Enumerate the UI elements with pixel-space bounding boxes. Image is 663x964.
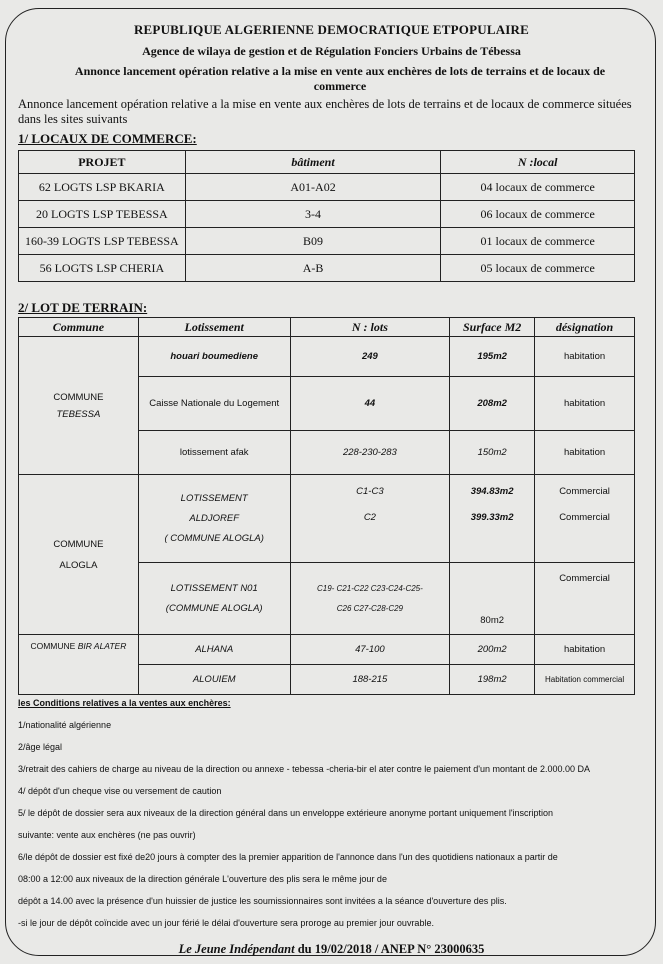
designation-cell: Habitation commercial: [535, 665, 635, 695]
commune-cell: [19, 475, 139, 635]
condition-item: -si le jour de dépôt coïncide avec un jour férié le délai d'ouverture sera proroge au premier jour ouvrable.: [18, 918, 434, 928]
column-header: désignation: [535, 318, 635, 337]
locaux-table: [18, 150, 635, 282]
projet-cell: 62 LOGTS LSP BKARIA: [19, 174, 186, 201]
conditions-title: les Conditions relatives a la ventes aux enchères:: [18, 698, 231, 708]
commune-name: TEBESSA: [56, 408, 101, 420]
batiment-cell: B09: [185, 228, 441, 255]
designation-cell: Commercial: [535, 563, 635, 635]
surface-cell: 150m2: [450, 431, 535, 475]
local-cell: 01 locaux de commerce: [441, 228, 635, 255]
local-cell: 04 locaux de commerce: [441, 174, 635, 201]
condition-item: suivante: vente aux enchères (ne pas ouvrir): [18, 830, 196, 840]
column-header: PROJET: [19, 151, 186, 174]
lotissement-line: (COMMUNE ALOGLA): [165, 602, 263, 614]
lots-cell: 228-230-283: [290, 431, 450, 475]
lots-line: C26 C27-C28-C29: [336, 603, 404, 613]
table-row: [19, 337, 635, 377]
agency-heading: Agence de wilaya de gestion et de Régulation Fonciers Urbains de Tébessa: [142, 44, 521, 58]
lotissement-line: LOTISSEMENT N01: [170, 582, 258, 594]
lots-cell: [290, 475, 450, 563]
lotissement-cell: [138, 563, 290, 635]
commune-cell: [19, 337, 139, 475]
column-header: N :local: [441, 151, 635, 174]
lotissement-cell: lotissement afak: [138, 431, 290, 475]
table-row: [19, 174, 635, 201]
intro-text: Annonce lancement opération relative a la mise en vente aux enchères de lots de terrains et de locaux de commerce situées dans les sites suivants: [18, 97, 632, 126]
conditions-section: [18, 698, 648, 934]
lots-cell: 249: [290, 337, 450, 377]
condition-item: 5/ le dépôt de dossier sera aux niveaux de la direction général dans un enveloppe extérieure anonyme portant uniquement l'inscription: [18, 808, 554, 818]
republic-heading: REPUBLIQUE ALGERIENNE DEMOCRATIQUE ETPOPULAIRE: [133, 22, 530, 37]
local-cell: 05 locaux de commerce: [441, 255, 635, 282]
lots-cell: 47-100: [290, 635, 450, 665]
commune-label: COMMUNE: [30, 641, 76, 651]
designation-cell: habitation: [535, 377, 635, 431]
commune-label: COMMUNE: [53, 391, 104, 403]
commune-label: COMMUNE: [53, 538, 104, 550]
surface-cell: 208m2: [450, 377, 535, 431]
lots-cell: 188-215: [290, 665, 450, 695]
column-header: Commune: [19, 318, 139, 337]
table-row: [19, 475, 635, 563]
lots-line: C1-C3: [356, 486, 384, 497]
surface-cell: [450, 475, 535, 563]
condition-item: 08:00 a 12:00 aux niveaux de la direction générale L'ouverture des plis sera le même jour de: [18, 874, 387, 884]
surface-cell: 198m2: [450, 665, 535, 695]
surface-line: 399.33m2: [470, 512, 514, 523]
publication-date: du 19/02/2018 / ANEP N° 23000635: [297, 942, 485, 956]
lotissement-line: ALDJOREF: [189, 512, 239, 524]
lotissement-line: LOTISSEMENT: [180, 492, 248, 504]
lots-cell: [290, 563, 450, 635]
local-cell: 06 locaux de commerce: [441, 201, 635, 228]
commune-name: ALOGLA: [59, 559, 98, 571]
batiment-cell: A01-A02: [185, 174, 441, 201]
table-row: [19, 228, 635, 255]
column-header: bâtiment: [185, 151, 441, 174]
commune-name: BIR ALATER: [77, 641, 127, 651]
commune-cell: [19, 635, 139, 695]
condition-item: 1/nationalité algérienne: [18, 720, 112, 730]
lotissement-cell: houari boumediene: [138, 337, 290, 377]
surface-line: 394.83m2: [470, 486, 514, 497]
designation-cell: habitation: [535, 635, 635, 665]
lotissement-cell: ALOUIEM: [138, 665, 290, 695]
table-row: [19, 201, 635, 228]
lotissement-cell: [138, 475, 290, 563]
condition-item: 6/le dépôt de dossier est fixé de20 jours à compter des la premier apparition de l'annonce dans l'un des quotidiens nationaux a partir de: [18, 852, 558, 862]
section-title-locaux: 1/ LOCAUX DE COMMERCE:: [18, 131, 197, 146]
designation-cell: [535, 475, 635, 563]
table-row: [19, 255, 635, 282]
publication-footer: [0, 942, 663, 957]
lotissement-cell: ALHANA: [138, 635, 290, 665]
lotissement-cell: Caisse Nationale du Logement: [138, 377, 290, 431]
lots-line: C2: [363, 512, 376, 523]
batiment-cell: A-B: [185, 255, 441, 282]
surface-cell: 80m2: [450, 563, 535, 635]
newspaper-name: Le Jeune Indépendant: [178, 942, 295, 956]
lots-line: C19- C21-C22 C23-C24-C25-: [316, 583, 423, 593]
surface-cell: 200m2: [450, 635, 535, 665]
column-header: Surface M2: [450, 318, 535, 337]
surface-cell: 195m2: [450, 337, 535, 377]
designation-line: Commercial: [559, 512, 610, 523]
column-header: N : lots: [290, 318, 450, 337]
batiment-cell: 3-4: [185, 201, 441, 228]
designation-cell: habitation: [535, 337, 635, 377]
lots-cell: 44: [290, 377, 450, 431]
announcement-heading: Annonce lancement opération relative a la mise en vente aux enchères de lots de terrains et de locaux de commerce: [74, 64, 606, 93]
terrain-table: [18, 317, 635, 695]
condition-item: dépôt a 14.00 avec la présence d'un huissier de justice les soumissionnaires sont invitées a la séance d'ouverture des plis.: [18, 896, 507, 906]
column-header: Lotissement: [138, 318, 290, 337]
condition-item: 2/âge légal: [18, 742, 63, 752]
projet-cell: 20 LOGTS LSP TEBESSA: [19, 201, 186, 228]
lotissement-line: ( COMMUNE ALOGLA): [164, 532, 264, 544]
locaux-header-row: [19, 151, 635, 174]
condition-item: 4/ dépôt d'un cheque vise ou versement de caution: [18, 786, 222, 796]
designation-cell: habitation: [535, 431, 635, 475]
designation-line: Commercial: [559, 486, 610, 497]
terrain-header-row: [19, 318, 635, 337]
projet-cell: 160-39 LOGTS LSP TEBESSA: [19, 228, 186, 255]
table-row: [19, 635, 635, 665]
condition-item: 3/retrait des cahiers de charge au niveau de la direction ou annexe - tebessa -cheria-bir el ater contre le paiement d'un montant de 2.000.00 DA: [18, 764, 591, 774]
section-title-terrain: 2/ LOT DE TERRAIN:: [18, 300, 148, 315]
projet-cell: 56 LOGTS LSP CHERIA: [19, 255, 186, 282]
